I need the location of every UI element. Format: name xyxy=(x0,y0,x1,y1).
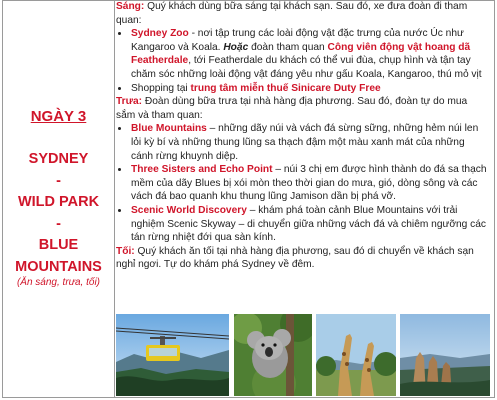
photo-strip xyxy=(116,314,490,396)
place-name: Sydney Zoo xyxy=(131,28,189,40)
itinerary-text xyxy=(116,0,489,272)
morning-text: Quý khách dùng bữa sáng tại khách sạn. Sau đó, xe đưa đoàn đi tham quan: xyxy=(116,1,468,26)
evening-text: Quý khách ăn tối tại nhà hàng địa phương, sau đó di chuyển về khách sạn nghỉ ngơi. Tự do khám phá Sydney về đêm. xyxy=(116,245,474,271)
place-name: Công viên động vật hoang dã Featherdale xyxy=(131,41,471,67)
day-label: NGÀY 3 xyxy=(30,108,87,125)
noon-label: Trưa: xyxy=(116,96,143,108)
route-title xyxy=(3,149,114,278)
morning-list xyxy=(116,27,489,95)
place-desc: đoàn tham quan xyxy=(248,41,328,53)
route-line: SYDNEY xyxy=(28,151,89,167)
place-name: Three Sisters and Echo Point xyxy=(131,164,273,176)
place-name: Scenic World Discovery xyxy=(131,204,247,216)
three-sisters-photo xyxy=(400,314,490,396)
morning-label: Sáng: xyxy=(116,1,145,12)
emphasis-word: Hoặc xyxy=(223,41,249,53)
giraffe-photo xyxy=(316,314,396,396)
list-item xyxy=(130,27,489,81)
noon-paragraph xyxy=(116,95,489,122)
list-item xyxy=(130,163,489,204)
place-desc: – núi 3 chị em được hình thành do đá sa thạch mềm của dãy Blues bị xói mòn theo thời gian do mưa, gió, dòng sông và các vách đá bao quanh khu thung lũng Jamison dần bị phá vỡ. xyxy=(131,164,487,203)
place-desc: , tới Featherdale du khách có thể vui đùa, chụp hình và tận tay chăm sóc những loài động vật đáng yêu như gấu Koala, Kangaroo, thú mỏ vịt xyxy=(131,55,482,80)
route-line: - xyxy=(56,172,61,189)
koala-photo xyxy=(234,314,312,396)
place-name: Blue Mountains xyxy=(131,123,207,135)
route-line: MOUNTAINS xyxy=(15,258,102,275)
list-item xyxy=(130,122,489,163)
meals-note: (Ăn sáng, trưa, tối) xyxy=(16,277,101,288)
list-item xyxy=(130,82,489,96)
place-desc: – những dãy núi và vách đá sừng sững, những hẻm núi len lỏi kỳ bí và những thung lũng sa thạch đậm một màu xanh mát của những cánh rừng khuynh diệp. xyxy=(131,123,479,162)
list-item xyxy=(130,204,489,245)
morning-paragraph xyxy=(116,0,489,27)
place-desc: – khám phá toàn cảnh Blue Mountains với trải nghiệm Scenic Skyway – di chuyển giữa những vách đá và chiêm ngưỡng các tán rừng nhiệt đới qua sàn kính. xyxy=(131,204,487,244)
skyway-photo xyxy=(116,314,229,396)
day-panel xyxy=(3,1,115,397)
place-desc: Shopping tại xyxy=(131,82,191,94)
route-line: WILD PARK xyxy=(17,194,100,210)
route-line: BLUE xyxy=(38,237,79,253)
noon-list xyxy=(116,122,489,244)
evening-paragraph xyxy=(116,245,489,272)
place-desc: - nơi tập trung các loài động vật đặc trưng của nước Úc như Kangaroo và Koala. xyxy=(131,28,464,53)
noon-text: Đoàn dùng bữa trưa tại nhà hàng địa phương. Sau đó, đoàn tự do mua sắm và tham quan: xyxy=(116,96,468,121)
route-line: - xyxy=(56,215,61,232)
evening-label: Tối: xyxy=(116,245,135,257)
place-name: trung tâm miễn thuế Sinicare Duty Free xyxy=(190,82,381,94)
